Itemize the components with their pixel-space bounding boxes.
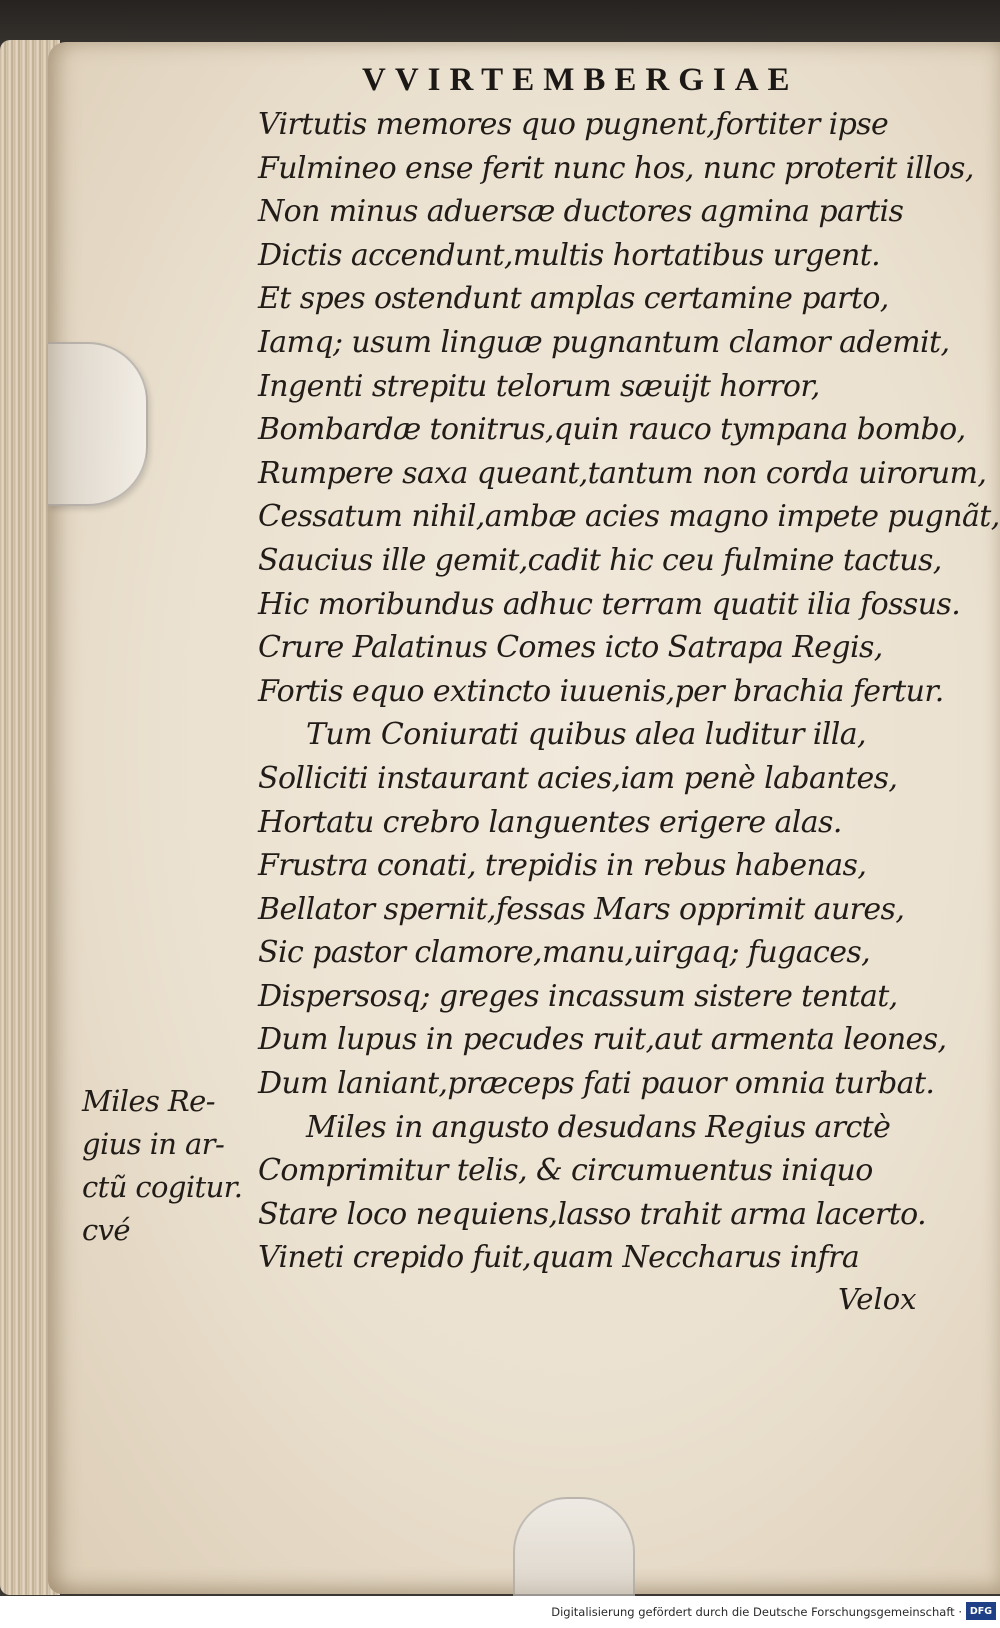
marginal-note bbox=[82, 1080, 252, 1252]
verse-line: Cessatum nihil,ambæ acies magno impete pugnãt, bbox=[258, 499, 1000, 535]
verse-line: Et spes ostendunt amplas certamine parto, bbox=[258, 281, 889, 317]
verse-line: Dispersosq; greges incassum sistere tentat, bbox=[258, 978, 898, 1014]
verse-line: Miles in angusto desudans Regius arctè bbox=[306, 1109, 891, 1145]
catchword: Velox bbox=[838, 1282, 917, 1316]
verse-line: Dum lupus in pecudes ruit,aut armenta leones, bbox=[258, 1022, 947, 1058]
verse-line: Fulmineo ense ferit nunc hos, nunc proterit illos, bbox=[258, 150, 974, 186]
footer-credit: Digitalisierung gefördert durch die Deutsche Forschungsgemeinschaft · bbox=[551, 1605, 962, 1619]
verse-line: Fortis equo extincto iuuenis,per brachia fertur. bbox=[258, 673, 944, 709]
dfg-logo: DFG bbox=[966, 1602, 996, 1620]
verse-line: Saucius ille gemit,cadit hic ceu fulmine tactus, bbox=[258, 542, 942, 578]
verse-line: Vineti crepido fuit,quam Neccharus infra bbox=[258, 1240, 860, 1276]
verse-line: Tum Coniurati quibus alea luditur illa, bbox=[306, 717, 866, 753]
page-clip-left bbox=[48, 342, 148, 506]
verse-line: Ingenti strepitu telorum sæuijt horror, bbox=[258, 368, 820, 404]
page-clip-bottom bbox=[513, 1497, 635, 1599]
verse-line: Rumpere saxa queant,tantum non corda uirorum, bbox=[258, 455, 987, 491]
verse-line: Comprimitur telis, & circumuentus iniquo bbox=[258, 1153, 873, 1189]
verse-line: Non minus aduersæ ductores agmina partis bbox=[258, 194, 904, 230]
running-head: VVIRTEMBERGIAE bbox=[362, 62, 799, 98]
marginal-note-line: Miles Re- bbox=[82, 1084, 215, 1118]
verse-line: Iamq; usum linguæ pugnantum clamor ademit, bbox=[258, 324, 950, 360]
verse-line: Frustra conati, trepidis in rebus habenas, bbox=[258, 848, 867, 884]
verse-line: Solliciti instaurant acies,iam penè labantes, bbox=[258, 760, 898, 796]
verse-line: Bellator spernit,fessas Mars opprimit aures, bbox=[258, 891, 905, 927]
verse-line: Dictis accendunt,multis hortatibus urgent. bbox=[258, 237, 881, 273]
verse-text-block bbox=[258, 103, 1000, 1280]
verse-line: Hortatu crebro languentes erigere alas. bbox=[258, 804, 842, 840]
verse-line: Crure Palatinus Comes icto Satrapa Regis, bbox=[258, 630, 883, 666]
marginal-note-line: ctũ cogitur. bbox=[82, 1170, 243, 1204]
verse-line: Dum laniant,præceps fati pauor omnia turbat. bbox=[258, 1066, 935, 1102]
marginal-note-line: cvé bbox=[82, 1213, 130, 1247]
verse-line: Stare loco nequiens,lasso trahit arma lacerto. bbox=[258, 1196, 927, 1232]
verse-line: Virtutis memores quo pugnent,fortiter ipse bbox=[258, 107, 889, 142]
verse-line: Sic pastor clamore,manu,uirgaq; fugaces, bbox=[258, 935, 871, 971]
marginal-note-line: gius in ar- bbox=[82, 1127, 225, 1161]
verse-line: Bombardæ tonitrus,quin rauco tympana bombo, bbox=[258, 412, 966, 448]
verse-line: Hic moribundus adhuc terram quatit ilia fossus. bbox=[258, 586, 961, 622]
digitization-footer bbox=[0, 1596, 1000, 1628]
